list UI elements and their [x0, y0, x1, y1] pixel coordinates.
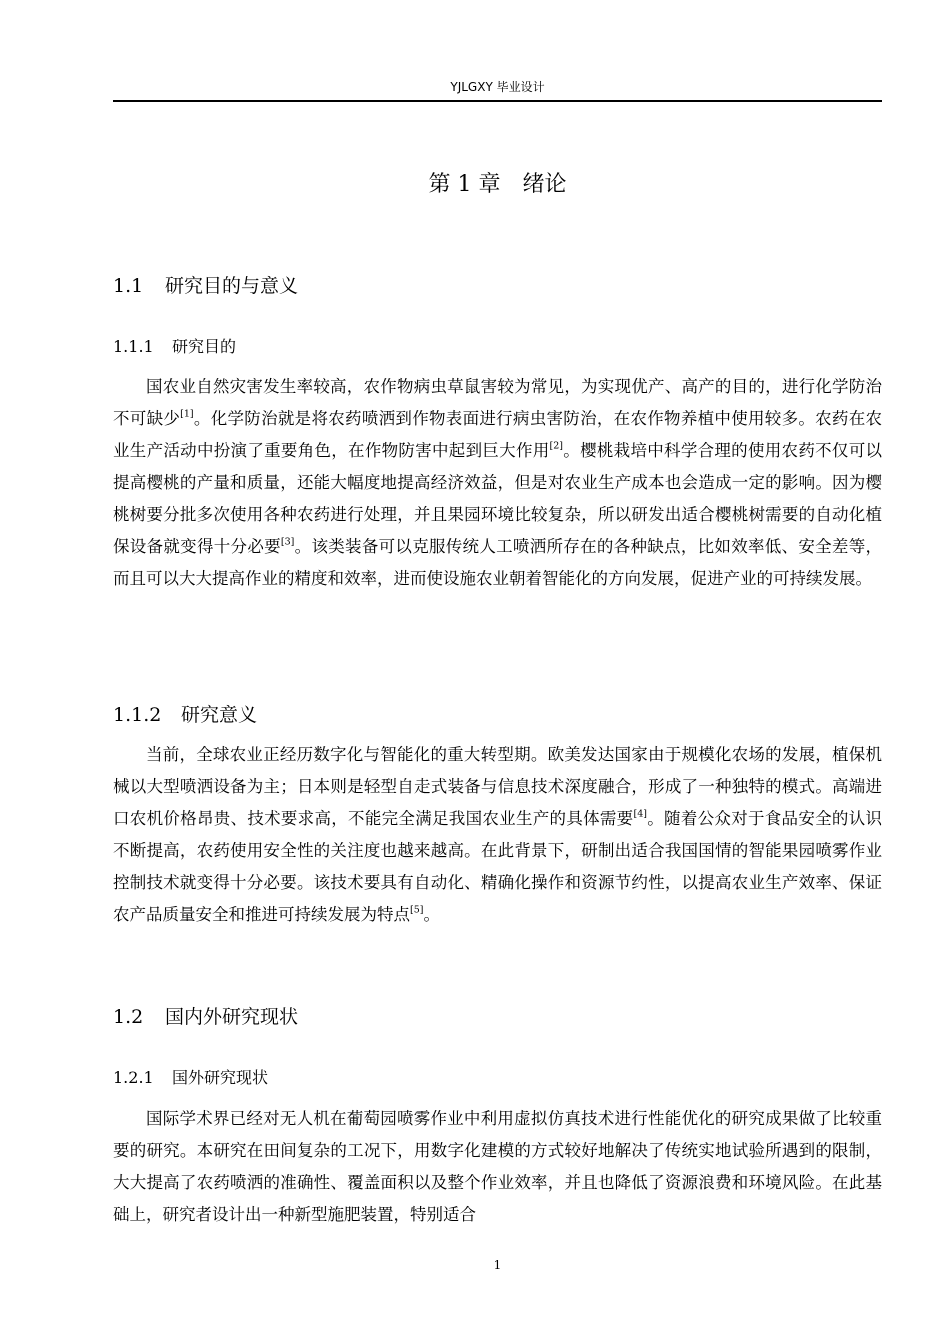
- citation-2[interactable]: [2]: [549, 440, 563, 452]
- subsection-title: 国外研究现状: [172, 1068, 269, 1087]
- citation-3[interactable]: [3]: [280, 536, 295, 548]
- subsection-heading-1-1-2: [113, 702, 882, 728]
- subsection-title: 研究目的: [172, 337, 237, 356]
- chapter-name: 绪论: [522, 172, 567, 197]
- section-number: 1.2: [113, 1006, 144, 1028]
- section-heading-1-1: [113, 273, 882, 299]
- subsection-heading-1-1-1: [113, 336, 882, 358]
- chapter-title: [113, 170, 882, 200]
- subsection-number: 1.1.2: [113, 704, 162, 726]
- section-heading-1-2: [113, 1004, 882, 1030]
- chapter-number: 第 1 章: [428, 172, 501, 197]
- subsection-number: 1.2.1: [113, 1068, 154, 1087]
- page-number: 1: [493, 1258, 502, 1272]
- header-rule: [113, 100, 882, 102]
- section-title: 国内外研究现状: [165, 1006, 299, 1028]
- subsection-title: 研究意义: [181, 704, 258, 726]
- subsection-number: 1.1.1: [113, 337, 154, 356]
- citation-5[interactable]: [5]: [410, 904, 424, 916]
- section-number: 1.1: [113, 275, 144, 297]
- citation-1[interactable]: [1]: [180, 408, 194, 420]
- subsection-heading-1-2-1: [113, 1067, 882, 1089]
- paragraph-research-purpose: 国农业自然灾害发生率较高，农作物病虫草鼠害较为常见，为实现优产、高产的目的，进行化学防治不可缺少[1]。化学防治就是将农药喷洒到作物表面进行病虫害防治，在农作物养植中使用较多。农药在农业生产活动中扮演了重要角色，在作物防害中起到巨大作用[2]。樱桃栽培中科学合理的使用农药不仅可以提高樱桃的产量和质量，还能大幅度地提高经济效益，但是对农业生产成本也会造成一定的影响。因为樱桃树要分批多次使用各种农药进行处理，并且果园环境比较复杂，所以研发出适合樱桃树需要的自动化植保设备就变得十分必要[3]。该类装备可以克服传统人工喷洒所存在的各种缺点，比如效率低、安全差等，而且可以大大提高作业的精度和效率，进而使设施农业朝着智能化的方向发展，促进产业的可持续发展。: [113, 377, 882, 588]
- paragraph-research-significance: 当前，全球农业正经历数字化与智能化的重大转型期。欧美发达国家由于规模化农场的发展，植保机械以大型喷洒设备为主；日本则是轻型自走式装备与信息技术深度融合，形成了一种独特的模式。高端进口农机价格昂贵、技术要求高，不能完全满足我国农业生产的具体需要[4]。随着公众对于食品安全的认识不断提高，农药使用安全性的关注度也越来越高。在此背景下，研制出适合我国国情的智能果园喷雾作业控制技术就变得十分必要。该技术要具有自动化、精确化操作和资源节约性，以提高农业生产效率、保证农产品质量安全和推进可持续发展为特点[5]。: [113, 745, 882, 924]
- paragraph-foreign-research: 国际学术界已经对无人机在葡萄园喷雾作业中利用虚拟仿真技术进行性能优化的研究成果做了比较重要的研究。本研究在田间复杂的工况下，用数字化建模的方式较好地解决了传统实地试验所遇到的限制，大大提高了农药喷洒的准确性、覆盖面积以及整个作业效率，并且也降低了资源浪费和环境风险。在此基础上，研究者设计出一种新型施肥装置，特别适合: [113, 1109, 882, 1224]
- running-header: YJLGXY 毕业设计: [450, 80, 545, 94]
- section-title: 研究目的与意义: [165, 275, 299, 297]
- citation-4[interactable]: [4]: [633, 808, 647, 820]
